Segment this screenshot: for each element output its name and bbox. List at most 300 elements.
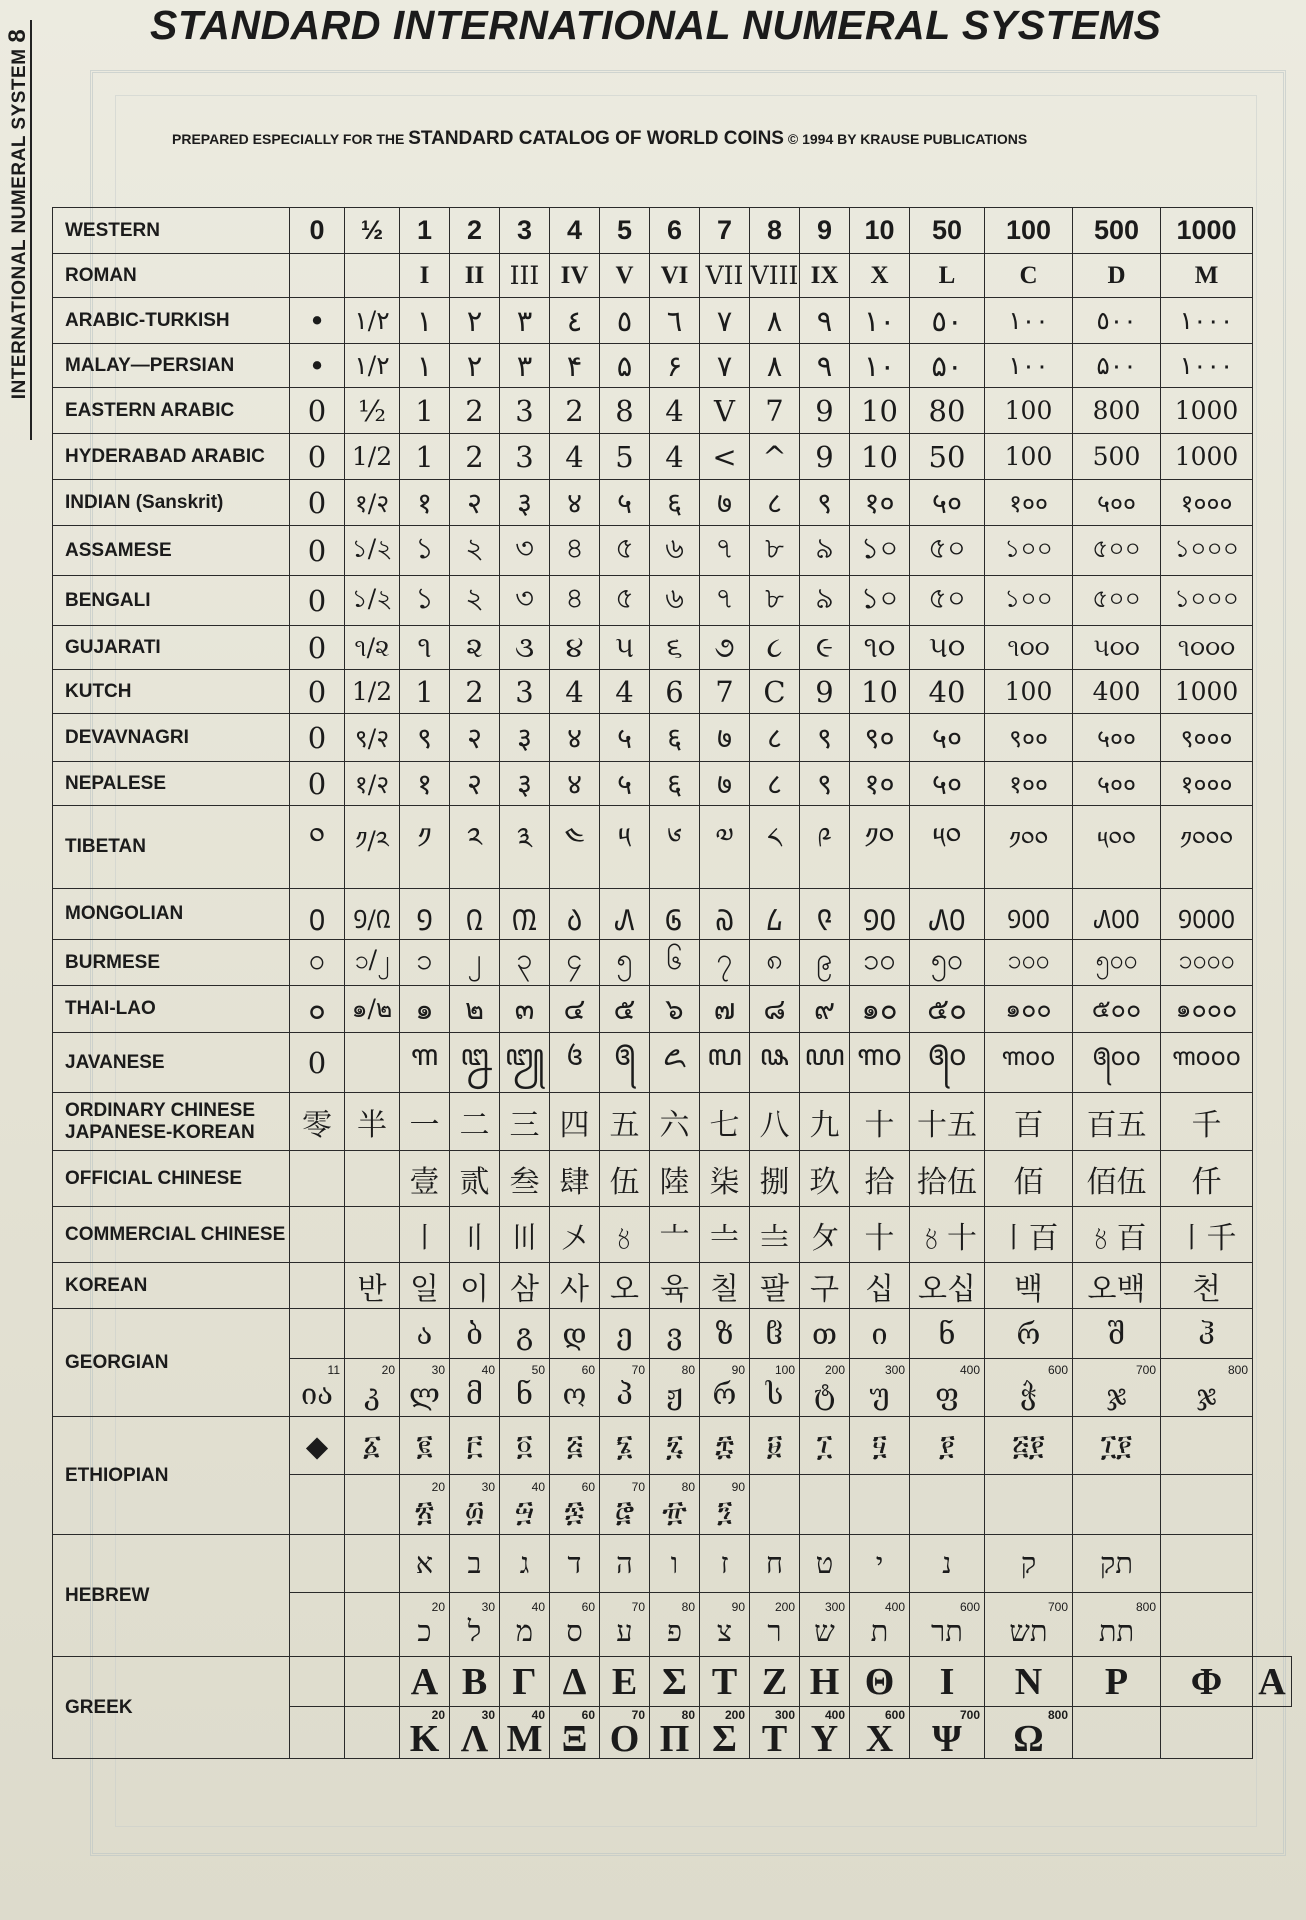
numeral-cell: ၇	[700, 940, 750, 986]
row-label: MONGOLIAN	[53, 889, 290, 940]
value-superscript: 80	[681, 1707, 695, 1722]
numeral-cell: ב	[450, 1535, 500, 1593]
numeral-cell: 肆	[550, 1151, 600, 1207]
numeral-glyph: ჟ	[666, 1376, 683, 1411]
value-superscript: 300	[884, 1362, 905, 1377]
numeral-cell: 2	[450, 670, 500, 714]
numeral-cell: ৪	[550, 576, 600, 626]
empty-cell	[345, 1535, 400, 1593]
row-label: GREEK	[53, 1657, 290, 1759]
column-header: 3	[500, 208, 550, 254]
numeral-glyph: კ	[364, 1376, 380, 1411]
numeral-cell: ᠐	[290, 889, 345, 940]
numeral-cell: ၂	[450, 940, 500, 986]
numeral-cell: ༥	[600, 806, 650, 889]
value-superscript: 60	[581, 1707, 595, 1722]
numeral-cell: ١/٢	[345, 298, 400, 344]
numeral-cell	[910, 1359, 985, 1417]
numeral-cell: ༡༠	[850, 806, 910, 889]
numeral-cell: ५	[600, 714, 650, 762]
numeral-cell: ২	[450, 526, 500, 576]
numeral-cell: ১০০	[985, 526, 1073, 576]
numeral-cell: 4	[650, 434, 700, 480]
numeral-glyph: მ	[466, 1376, 483, 1411]
numeral-cell: ١	[400, 344, 450, 388]
numeral-cell: ૧૦૦	[985, 626, 1073, 670]
numeral-glyph: ש	[814, 1613, 835, 1648]
numeral-cell: ט	[800, 1535, 850, 1593]
numeral-cell: ༠	[290, 806, 345, 889]
numeral-cell	[400, 1593, 450, 1657]
numeral-cell: 十	[850, 1207, 910, 1263]
value-superscript: 20	[431, 1479, 445, 1494]
numeral-cell: ၈	[750, 940, 800, 986]
subtitle-post: © 1994 BY KRAUSE PUBLICATIONS	[787, 131, 1028, 147]
numeral-cell: ૧/૨	[345, 626, 400, 670]
numeral-cell: 拾	[850, 1151, 910, 1207]
numeral-cell: 0	[290, 762, 345, 806]
numeral-cell: ၅၀၀	[1073, 940, 1161, 986]
numeral-cell	[985, 1593, 1073, 1657]
numeral-cell	[600, 1593, 650, 1657]
numeral-cell: 佰	[985, 1151, 1073, 1207]
numeral-cell: ๕	[600, 986, 650, 1033]
row-label: JAVANESE	[53, 1033, 290, 1093]
row-label: EASTERN ARABIC	[53, 388, 290, 434]
column-header: 0	[290, 208, 345, 254]
numeral-cell: Β	[450, 1657, 500, 1707]
numeral-cell: ፪	[400, 1417, 450, 1475]
numeral-cell: ၅၀	[910, 940, 985, 986]
value-superscript: 400	[884, 1599, 905, 1614]
numeral-cell	[345, 1033, 400, 1093]
column-header: 4	[550, 208, 600, 254]
numeral-glyph: ፺	[716, 1493, 733, 1528]
value-superscript: 70	[631, 1599, 645, 1614]
numeral-cell: VI	[650, 254, 700, 298]
numeral-cell: ૧૦૦૦	[1161, 626, 1253, 670]
subtitle	[172, 128, 1252, 150]
value-superscript: 800	[1135, 1599, 1156, 1614]
numeral-cell: ५०	[910, 480, 985, 526]
value-superscript: 60	[581, 1599, 595, 1614]
empty-cell	[1073, 1707, 1161, 1759]
numeral-cell: Γ	[500, 1657, 550, 1707]
numeral-cell: 拾伍	[910, 1151, 985, 1207]
numeral-cell: 8	[600, 388, 650, 434]
numeral-cell: 5	[600, 434, 650, 480]
numeral-cell: Α	[400, 1657, 450, 1707]
numeral-cell: ༣	[500, 806, 550, 889]
numeral-cell: ፲፻	[1073, 1417, 1161, 1475]
numeral-glyph: Ω	[1013, 1717, 1044, 1759]
numeral-cell: ፭፻	[985, 1417, 1073, 1475]
column-header: 100	[985, 208, 1073, 254]
numeral-glyph: Χ	[865, 1717, 894, 1759]
numeral-cell: ᠓	[500, 889, 550, 940]
numeral-cell	[345, 1207, 400, 1263]
numeral-glyph: כ	[417, 1613, 432, 1648]
numeral-glyph: Ξ	[561, 1717, 588, 1759]
numeral-cell: ᠕᠐	[910, 889, 985, 940]
value-superscript: 90	[731, 1599, 745, 1614]
numeral-cell: 1	[400, 670, 450, 714]
row-label: TIBETAN	[53, 806, 290, 889]
value-superscript: 90	[731, 1362, 745, 1377]
numeral-cell: ১০	[850, 576, 910, 626]
empty-cell	[1161, 1593, 1253, 1657]
numeral-cell: 백	[985, 1263, 1073, 1309]
numeral-cell: ვ	[650, 1309, 700, 1359]
row-label: OFFICIAL CHINESE	[53, 1151, 290, 1207]
numeral-cell: ᠘	[750, 889, 800, 940]
value-superscript: 80	[681, 1479, 695, 1494]
row-label: KUTCH	[53, 670, 290, 714]
numeral-cell: ᠒	[450, 889, 500, 940]
numeral-glyph: პ	[616, 1376, 633, 1411]
value-superscript: 90	[731, 1479, 745, 1494]
numeral-cell: ו	[650, 1535, 700, 1593]
numeral-cell	[345, 254, 400, 298]
numeral-cell: ٧	[700, 344, 750, 388]
numeral-cell: ๙	[800, 986, 850, 1033]
numeral-cell: १/२	[345, 480, 400, 526]
value-superscript: 11	[327, 1362, 340, 1377]
numeral-cell: 千	[1161, 1093, 1253, 1151]
numeral-cell: २	[450, 762, 500, 806]
value-superscript: 800	[1227, 1362, 1248, 1377]
row-label: ETHIOPIAN	[53, 1417, 290, 1535]
numeral-cell: १	[400, 762, 450, 806]
numeral-cell: ١	[400, 298, 450, 344]
numeral-cell: ፻	[910, 1417, 985, 1475]
row-label: COMMERCIAL CHINESE	[53, 1207, 290, 1263]
numeral-cell	[550, 1475, 600, 1535]
georgian-row-1	[53, 1309, 1292, 1359]
numeral-cell: ৫	[600, 526, 650, 576]
numeral-cell: 1/2	[345, 670, 400, 714]
numeral-cell: 2	[450, 434, 500, 480]
numeral-row	[53, 1033, 1292, 1093]
numeral-cell: 〤	[550, 1207, 600, 1263]
value-superscript: 70	[631, 1362, 645, 1377]
numeral-cell	[800, 1593, 850, 1657]
numeral-cell	[450, 1593, 500, 1657]
empty-cell	[1161, 1475, 1253, 1535]
numeral-cell	[850, 1707, 910, 1759]
numeral-cell: ५०	[910, 762, 985, 806]
numeral-cell: ༡༠༠༠	[1161, 806, 1253, 889]
numeral-cell: ١٠٠	[985, 344, 1073, 388]
numeral-cell	[450, 1359, 500, 1417]
numeral-cell: ၅	[600, 940, 650, 986]
numeral-cell: १०	[850, 762, 910, 806]
numeral-cell	[450, 1707, 500, 1759]
numeral-cell: D	[1073, 254, 1161, 298]
numeral-cell: ١٠٠٠	[1161, 298, 1253, 344]
numeral-cell: ၁၀၀	[985, 940, 1073, 986]
value-superscript: 50	[531, 1362, 545, 1377]
table-body	[53, 208, 1292, 1759]
numeral-cell: ፶	[850, 1417, 910, 1475]
value-superscript: 20	[431, 1707, 445, 1722]
empty-cell	[290, 1593, 345, 1657]
empty-cell	[345, 1309, 400, 1359]
numeral-cell	[700, 1475, 750, 1535]
numeral-cell: 1/2	[345, 434, 400, 480]
numeral-cell	[985, 1707, 1073, 1759]
numeral-cell: ᠕	[600, 889, 650, 940]
numeral-cell	[700, 1359, 750, 1417]
numeral-cell: V	[600, 254, 650, 298]
numeral-cell: ၆	[650, 940, 700, 986]
numeral-cell: ૩	[500, 626, 550, 670]
row-label: GUJARATI	[53, 626, 290, 670]
numeral-cell: 9	[800, 670, 850, 714]
column-header: ½	[345, 208, 400, 254]
numeral-cell: 800	[1073, 388, 1161, 434]
numeral-cell: ז	[700, 1535, 750, 1593]
value-superscript: 60	[581, 1479, 595, 1494]
numeral-cell: ꧖	[650, 1033, 700, 1093]
numeral-cell: ๒	[450, 986, 500, 1033]
numeral-cell: 10	[850, 434, 910, 480]
numeral-glyph: תר	[931, 1613, 963, 1648]
numeral-cell: ბ	[450, 1309, 500, 1359]
numeral-cell: ۴	[550, 344, 600, 388]
numeral-cell: ꧑꧐꧐꧐	[1161, 1033, 1253, 1093]
numeral-cell: 仟	[1161, 1151, 1253, 1207]
column-header: 9	[800, 208, 850, 254]
numeral-cell: VII	[700, 254, 750, 298]
numeral-cell: ৮	[750, 576, 800, 626]
numeral-cell: 六	[650, 1093, 700, 1151]
numeral-cell: 0	[290, 434, 345, 480]
numeral-cell: ४	[550, 762, 600, 806]
numeral-cell: 一	[400, 1093, 450, 1151]
side-strip	[0, 0, 36, 460]
numeral-cell: 〢	[450, 1207, 500, 1263]
value-superscript: 700	[1047, 1599, 1068, 1614]
numeral-cell: ፫	[450, 1417, 500, 1475]
numeral-glyph: ፵	[514, 1493, 535, 1528]
numeral-cell: VIII	[750, 254, 800, 298]
empty-cell	[345, 1475, 400, 1535]
numeral-cell: ٢	[450, 344, 500, 388]
numeral-cell: 二	[450, 1093, 500, 1151]
row-label: MALAY—PERSIAN	[53, 344, 290, 388]
value-superscript: 30	[481, 1479, 495, 1494]
numeral-cell: ၁၀၀၀	[1161, 940, 1253, 986]
numeral-cell: ९	[400, 714, 450, 762]
numeral-cell: א	[400, 1535, 450, 1593]
numeral-cell: ६	[650, 762, 700, 806]
empty-cell	[800, 1475, 850, 1535]
numeral-cell: 1	[400, 434, 450, 480]
numeral-cell: Ν	[985, 1657, 1073, 1707]
numeral-cell: ६	[650, 480, 700, 526]
numeral-glyph: Τ	[761, 1717, 788, 1759]
numeral-glyph: ია	[301, 1376, 333, 1411]
numeral-glyph: Κ	[409, 1717, 440, 1759]
numeral-glyph: ת	[870, 1613, 889, 1648]
numeral-cell	[850, 1359, 910, 1417]
numeral-cell: 9	[800, 434, 850, 480]
numeral-cell: 일	[400, 1263, 450, 1309]
numeral-cell: ८	[750, 762, 800, 806]
numeral-cell: Θ	[850, 1657, 910, 1707]
numeral-cell	[600, 1359, 650, 1417]
numeral-cell: 이	[450, 1263, 500, 1309]
numeral-cell: 0	[290, 714, 345, 762]
numeral-cell: ৫০০	[1073, 576, 1161, 626]
numeral-cell: ১	[400, 576, 450, 626]
numeral-glyph: תת	[1098, 1613, 1135, 1648]
numeral-glyph: Λ	[460, 1717, 489, 1759]
header-row	[53, 208, 1292, 254]
numeral-row	[53, 889, 1292, 940]
numeral-glyph: ፴	[464, 1493, 485, 1528]
numeral-row	[53, 626, 1292, 670]
numeral-cell: 佰伍	[1073, 1151, 1161, 1207]
empty-cell	[1161, 1707, 1253, 1759]
numeral-cell: ૬	[650, 626, 700, 670]
numeral-cell: ٩	[800, 298, 850, 344]
numeral-row	[53, 298, 1292, 344]
numeral-cell: ૫૦	[910, 626, 985, 670]
numeral-cell: ༦	[650, 806, 700, 889]
value-superscript: 60	[581, 1362, 595, 1377]
numeral-cell: 0	[290, 626, 345, 670]
numeral-glyph: ჭ	[1020, 1376, 1037, 1411]
numeral-cell: ৩	[500, 526, 550, 576]
value-superscript: 30	[431, 1362, 445, 1377]
numeral-cell: 五	[600, 1093, 650, 1151]
numeral-cell: 7	[700, 670, 750, 714]
numeral-cell: ९	[800, 480, 850, 526]
numeral-cell: 十五	[910, 1093, 985, 1151]
value-superscript: 70	[631, 1707, 645, 1722]
numeral-cell: ፬	[500, 1417, 550, 1475]
subtitle-catalog: STANDARD CATALOG OF WORLD COINS	[408, 128, 784, 149]
numeral-cell: ፩	[345, 1417, 400, 1475]
numeral-cell: 贰	[450, 1151, 500, 1207]
numeral-cell: თ	[800, 1309, 850, 1359]
numeral-cell: L	[910, 254, 985, 298]
numeral-cell: ჱ	[750, 1309, 800, 1359]
numeral-cell: ५	[600, 762, 650, 806]
numeral-cell	[650, 1475, 700, 1535]
numeral-cell: რ	[985, 1309, 1073, 1359]
value-superscript: 600	[959, 1599, 980, 1614]
numeral-cell: •	[290, 298, 345, 344]
numeral-cell: Ρ	[1073, 1657, 1161, 1707]
numeral-cell: 10	[850, 670, 910, 714]
numeral-glyph: ფ	[935, 1376, 959, 1411]
value-superscript: 400	[959, 1362, 980, 1377]
numeral-cell: Ε	[600, 1657, 650, 1707]
numeral-cell: 9	[800, 388, 850, 434]
numeral-cell: 〡百	[985, 1207, 1073, 1263]
numeral-cell: ½	[345, 388, 400, 434]
numeral-cell: १०००	[1161, 480, 1253, 526]
numeral-cell: M	[1161, 254, 1253, 298]
numeral-row	[53, 1207, 1292, 1263]
numeral-cell: 400	[1073, 670, 1161, 714]
numeral-glyph: ჯ	[1196, 1376, 1217, 1411]
numeral-cell: ૨	[450, 626, 500, 670]
numeral-cell	[290, 1207, 345, 1263]
numeral-cell	[800, 1707, 850, 1759]
numeral-cell: 500	[1073, 434, 1161, 480]
numeral-cell: ๑/๒	[345, 986, 400, 1033]
numeral-cell: ꧕	[600, 1033, 650, 1093]
numeral-cell: 百五	[1073, 1093, 1161, 1151]
numeral-glyph: Σ	[712, 1717, 737, 1759]
value-superscript: 20	[431, 1599, 445, 1614]
numeral-cell: ᠙	[800, 889, 850, 940]
numeral-cell	[345, 1151, 400, 1207]
numeral-cell: ꧗	[700, 1033, 750, 1093]
numeral-cell: ◆	[290, 1417, 345, 1475]
numeral-cell: ૧૦	[850, 626, 910, 670]
numeral-cell: 오십	[910, 1263, 985, 1309]
numeral-cell: 십	[850, 1263, 910, 1309]
numeral-cell: י	[850, 1535, 910, 1593]
numeral-row	[53, 1093, 1292, 1151]
numeral-cell: ၉	[800, 940, 850, 986]
row-label: HEBREW	[53, 1535, 290, 1657]
numeral-cell: ٣	[500, 298, 550, 344]
numeral-cell: 삼	[500, 1263, 550, 1309]
numeral-cell: ९००	[985, 714, 1073, 762]
numeral-glyph: ნ	[516, 1376, 533, 1411]
numeral-cell: IV	[550, 254, 600, 298]
numeral-glyph: Μ	[506, 1717, 543, 1759]
numeral-cell: 〨	[750, 1207, 800, 1263]
empty-cell	[985, 1475, 1073, 1535]
numeral-cell: ה	[600, 1535, 650, 1593]
column-header: 1000	[1161, 208, 1253, 254]
numeral-cell: ९	[800, 762, 850, 806]
value-superscript: 200	[824, 1362, 845, 1377]
numeral-cell: ૪	[550, 626, 600, 670]
numeral-cell	[650, 1593, 700, 1657]
numeral-cell: ९०	[850, 714, 910, 762]
numeral-cell: ১	[400, 526, 450, 576]
numeral-cell: ١/٢	[345, 344, 400, 388]
value-superscript: 300	[774, 1707, 795, 1722]
numeral-cell: נ	[910, 1535, 985, 1593]
numeral-cell: ᠑	[400, 889, 450, 940]
numeral-cell: 七	[700, 1093, 750, 1151]
numeral-cell: ૮	[750, 626, 800, 670]
column-header: 500	[1073, 208, 1161, 254]
value-superscript: 30	[481, 1707, 495, 1722]
numeral-glyph: צ	[716, 1613, 733, 1648]
numeral-cell	[550, 1593, 600, 1657]
numeral-cell: ๓	[500, 986, 550, 1033]
numeral-row	[53, 670, 1292, 714]
numeral-cell: ꧑꧐	[850, 1033, 910, 1093]
numeral-cell: 육	[650, 1263, 700, 1309]
numeral-cell: •	[290, 344, 345, 388]
column-header: 2	[450, 208, 500, 254]
value-superscript: 20	[381, 1362, 395, 1377]
numeral-row	[53, 1263, 1292, 1309]
numeral-cell: ৫০০	[1073, 526, 1161, 576]
numeral-cell: ზ	[700, 1309, 750, 1359]
